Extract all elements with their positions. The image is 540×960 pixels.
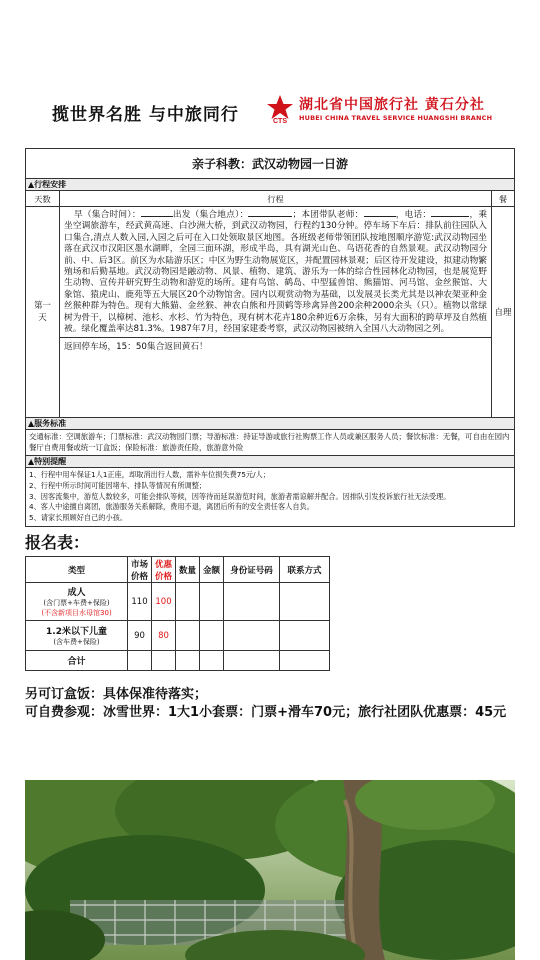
total-row <box>26 651 330 671</box>
assembly-place-label: 出发（集合地点）： <box>172 210 249 220</box>
section-itinerary-heading: ▲行程安排 <box>26 179 514 191</box>
type-cell <box>26 583 128 621</box>
discount-price-adult: 100 <box>152 583 176 621</box>
header-type: 类型 <box>26 557 128 583</box>
assembly-time-label: 早（集合时间）： <box>74 210 141 220</box>
type-adult: 成人 <box>67 588 86 598</box>
company-logo <box>265 94 525 128</box>
slogan: 揽世界名胜 与中旅同行 <box>52 105 239 125</box>
col-meal: 餐 <box>498 194 508 204</box>
total-label: 合计 <box>26 651 128 671</box>
boxed-meal-line: 另可订盒饭：具体保准待落实； <box>25 687 208 702</box>
quantity-cell[interactable] <box>176 621 200 651</box>
note-item: 5、请家长照顾好自己的小孩。 <box>29 513 128 523</box>
id-number-cell[interactable] <box>224 621 280 651</box>
col-days: 天数 <box>26 191 60 206</box>
note-item: 4、客人中途擅自离团，旅游服务关系解除，费用不退，离团后所有的安全责任客人自负。 <box>29 502 314 512</box>
service-standards: 交通标准：空调旅游车；门票标准：武汉动物园门票；导游标准：持证导游或旅行社购票工作人员或兼区服务人员；餐饮标准：无餐，可自由在园内餐厅自费用餐或统一订盒饭；保险标准：旅游责任险，旅游意外险 <box>26 430 514 456</box>
section-service-heading: ▲服务标准 <box>26 418 514 430</box>
note-item: 1、行程中用车保证1人1正座，却取消出行人数，需补车位损失费75元/人； <box>29 470 270 479</box>
header-quantity: 数量 <box>176 557 200 583</box>
market-price-child: 90 <box>128 621 152 651</box>
amount-cell[interactable] <box>200 583 224 621</box>
total-empty-cell <box>128 651 152 671</box>
itinerary-column-headers <box>26 191 514 207</box>
plan-title: 亲子科教：武汉动物园一日游 <box>26 149 514 179</box>
signup-title: 报名表： <box>25 533 90 552</box>
extra-info <box>25 686 525 722</box>
header-market-price: 市场价格 <box>128 557 152 583</box>
company-name-cn: 湖北省中国旅行社 黄石分社 <box>299 97 485 113</box>
header-amount: 金额 <box>200 557 224 583</box>
market-price-adult: 110 <box>128 583 152 621</box>
special-notes <box>26 468 514 526</box>
header-id-number: 身份证号码 <box>224 557 280 583</box>
contact-cell[interactable] <box>280 583 330 621</box>
itinerary-day-row <box>26 207 514 418</box>
itinerary-text <box>60 207 491 338</box>
note-item: 2、行程中所示时间可能因堵车、排队等情况有所调整； <box>29 480 207 490</box>
section-notes-heading: ▲特别提醒 <box>26 456 514 468</box>
logo-abbr: CTS <box>273 118 287 124</box>
total-amount-cell[interactable] <box>200 651 224 671</box>
total-quantity-cell[interactable] <box>176 651 200 671</box>
amount-cell[interactable] <box>200 621 224 651</box>
itinerary-body: ，乘坐空调旅游车，经武黄高速、白沙洲大桥，到武汉动物园，行程约130分钟。停车场下车后：排队前往园队入口集合,清点人数入园,入园之后可在入口处领取景区地图。各班级老师带领团队按地图顺序游览:武汉动物园坐落在武汉市汉阳区墨水湖畔，全园三面环湖，形成半岛，具有湖光山色、鸟语花香的自然景观。武汉动物园分前、中、后3区。前区为水陆游乐区；中区为野生动物展览区，并配置园林景观；后区待开发建设，拟建动物繁殖场和后勤基地。武汉动物园是融动物、风景、植物、建筑、游乐为一体的综合性园林化动物园，也是展览野生动物、宣传并研究野生动物和游览的场所。建有鸟馆、鹤岛、中型猛兽馆、熊猫馆、河马馆、金丝猴馆、大象馆、猿虎山、鹿苑等五大展区20个动物馆舍。园内以观赏动物为基础，以发展灵长类尤其是以神农架亚种金丝猴种群为特色。现有大熊猫、金丝猴、神农白熊和丹顶鹤等珍禽异兽200余种2000余头（只）。植物以常绿树为骨干，以樟树、池杉、水杉、竹为特色，现有树木花卉180余种近6万余株，另有大面积的跨草坪及自然植被。绿化覆盖率达81.3%。1987年7月，经国家建委考察，武汉动物园被纳入全国八大动物园之列。 <box>64 210 488 335</box>
optional-visit-line: 可自费参观：冰雪世界：1大1小套票：门票+滑车70元；旅行社团队优惠票：45元 <box>25 705 507 720</box>
itinerary-return: 返回停车场，15：50集合返回黄石！ <box>64 342 208 353</box>
type-child-includes: (含车费+保险) <box>53 638 100 646</box>
total-empty-cell <box>224 651 280 671</box>
itinerary-cell <box>60 207 492 417</box>
meal-value: 自理 <box>494 308 512 318</box>
zoo-photo <box>25 780 515 960</box>
id-number-cell[interactable] <box>224 583 280 621</box>
teacher-blank <box>364 216 396 217</box>
cts-logo-icon <box>265 94 295 124</box>
day-label: 第一天 <box>26 207 60 417</box>
teacher-label: ；本团带队老师： <box>292 210 364 220</box>
total-empty-cell <box>152 651 176 671</box>
trip-plan-table <box>25 148 515 527</box>
table-row <box>26 621 330 651</box>
total-empty-cell <box>280 651 330 671</box>
table-row <box>26 583 330 621</box>
col-itinerary: 行程 <box>60 191 492 206</box>
signup-table <box>25 556 330 671</box>
type-adult-includes: (含门票+车费+保险) <box>43 599 110 607</box>
phone-label: ，电话： <box>395 210 432 220</box>
discount-price-child: 80 <box>152 621 176 651</box>
page-header <box>0 92 540 132</box>
company-name-en: HUBEI CHINA TRAVEL SERVICE HUANGSHI BRANCH <box>299 114 493 122</box>
type-child: 1.2米以下儿童 <box>46 627 107 637</box>
assembly-time-blank <box>141 216 173 217</box>
assembly-place-blank <box>248 216 292 217</box>
type-cell <box>26 621 128 651</box>
type-adult-note: (不含新项目水母馆30) <box>41 609 112 617</box>
header-contact: 联系方式 <box>280 557 330 583</box>
contact-cell[interactable] <box>280 621 330 651</box>
zoo-photo-image <box>25 780 515 960</box>
signup-header-row <box>26 557 330 583</box>
note-item: 3、因客流集中，游览人数较多，可能会排队等候，因等待而延误游览时间，旅游者需谅解并配合。因排队引发投诉旅行社无法受理。 <box>29 491 451 501</box>
quantity-cell[interactable] <box>176 583 200 621</box>
header-discount-price: 优惠价格 <box>152 557 176 583</box>
phone-blank <box>431 216 469 217</box>
